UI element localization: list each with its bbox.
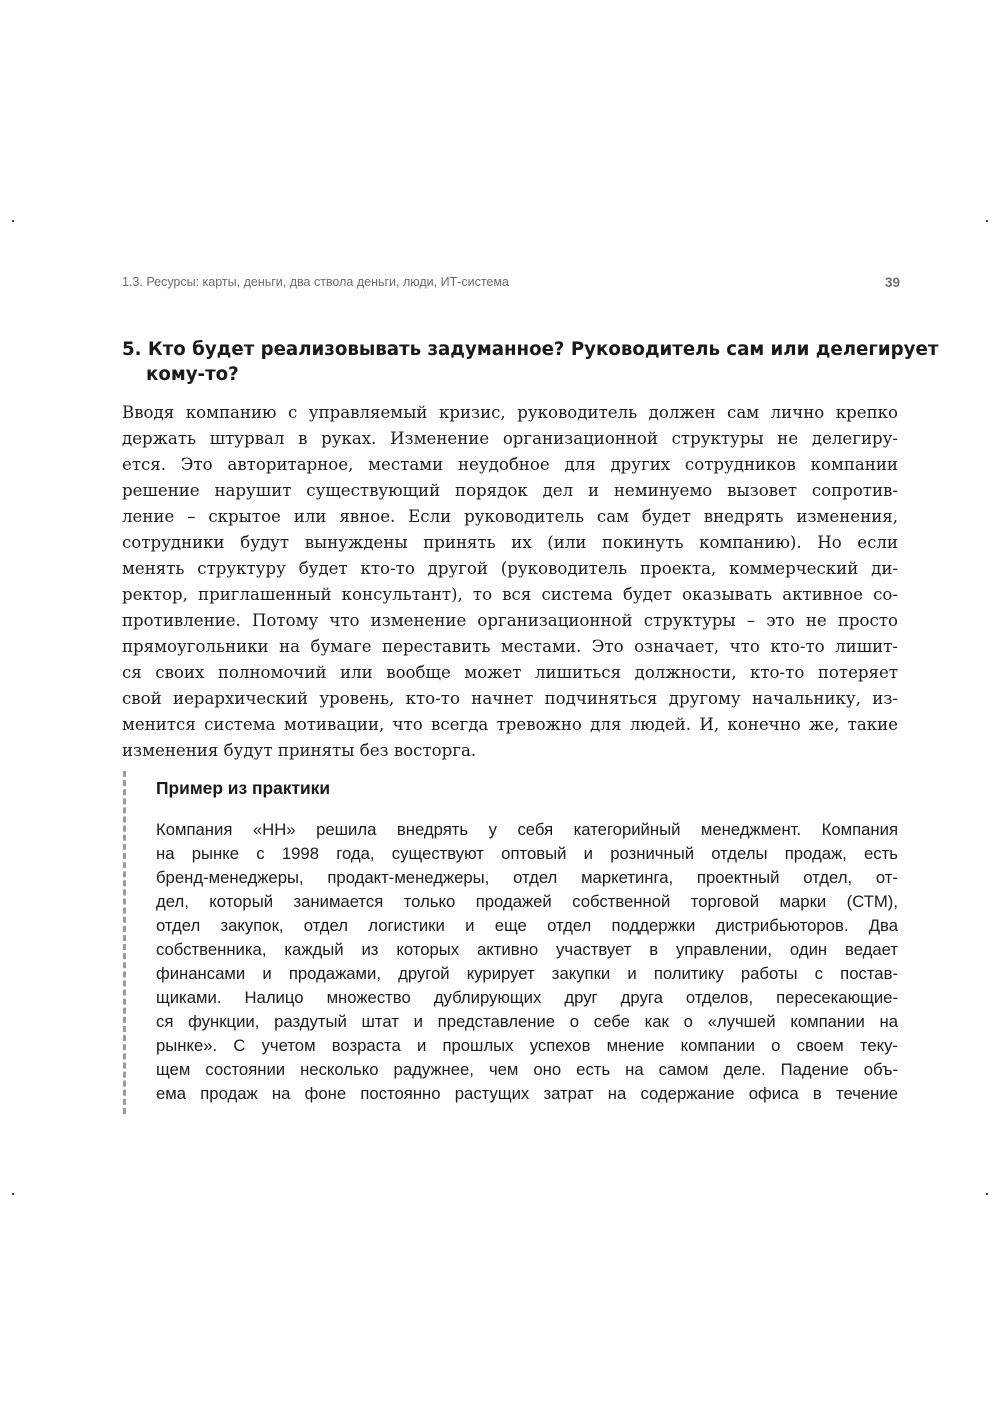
crop-mark-top-left [12,220,14,222]
case-study-line: щем состоянии несколько радужнее, чем оно есть на самом деле. Падение объ- [156,1060,898,1079]
case-study-line: финансами и продажами, другой курирует закупки и политику работы с постав- [156,964,898,983]
body-line: изменения будут приняты без восторга. [122,741,477,760]
case-study-line: ема продаж на фоне постоянно растущих затрат на содержание офиса в течение [156,1084,898,1103]
running-head [122,275,900,295]
body-line: ется. Это авторитарное, местами неудобное для других сотрудников компании [122,455,898,474]
case-study-line: отдел закупок, отдел логистики и еще отдел поддержки дистрибьюторов. Два [156,916,898,935]
crop-mark-bottom-right [986,1193,988,1195]
case-study-line: на рынке с 1998 года, существуют оптовый и розничный отделы продаж, есть [156,844,898,863]
case-study-line: собственника, каждый из которых активно участвует в управлении, один ведает [156,940,898,959]
crop-mark-top-right [986,220,988,222]
body-line: ся своих полномочий или вообще может лишиться должности, кто-то потеряет [122,663,898,682]
body-line: ректор, приглашенный консультант), то вся система будет оказывать активное со- [122,585,898,604]
body-line: менится система мотивации, что всегда тревожно для людей. И, конечно же, такие [122,715,898,734]
crop-mark-bottom-left [12,1193,14,1195]
case-study-line: рынке». С учетом возраста и прошлых успехов мнение компании о своем теку- [156,1036,898,1055]
running-head-title: 1.3. Ресурсы: карты, деньги, два ствола деньги, люди, ИТ-система [122,275,509,289]
case-study-title: Пример из практики [156,778,331,798]
case-study-line: ся функции, раздутый штат и представление о себе как о «лучшей компании на [156,1012,898,1031]
body-line: Вводя компанию с управляемый кризис, руководитель должен сам лично крепко [122,403,898,422]
case-study-text [156,818,898,1106]
body-line: решение нарушит существующий порядок дел и неминуемо вызовет сопротив- [122,481,898,500]
case-study-line: щиками. Налицо множество дублирующих друг друга отделов, пересекающие- [156,988,898,1007]
body-line: свой иерархический уровень, кто-то начнет подчиняться другому начальнику, из- [122,689,898,708]
body-line: прямоугольники на бумаге переставить местами. Это означает, что кто-то лишит- [122,637,898,656]
body-line: держать штурвал в руках. Изменение организационной структуры не делегиру- [122,429,898,448]
section-heading-line: 5. Кто будет реализовывать задуманное? Руководитель сам или делегирует [122,339,939,360]
body-line: ление – скрытое или явное. Если руководитель сам будет внедрять изменения, [122,507,898,526]
case-study-line: дел, который занимается только продажей собственной торговой марки (СТМ), [156,892,898,911]
page-number: 39 [884,275,900,290]
case-study-line: Компания «НН» решила внедрять у себя категорийный менеджмент. Компания [156,820,898,839]
body-paragraph [122,400,898,764]
case-study-rule [123,771,126,1114]
section-heading [122,337,939,387]
body-line: противление. Потому что изменение организационной структуры – это не просто [122,611,898,630]
body-line: сотрудники будут вынуждены принять их (или покинуть компанию). Но если [122,533,898,552]
case-study-line: бренд-менеджеры, продакт-менеджеры, отдел маркетинга, проектный отдел, от- [156,868,898,887]
body-line: менять структуру будет кто-то другой (руководитель проекта, коммерческий ди- [122,559,898,578]
section-heading-line: кому-то? [146,364,239,385]
